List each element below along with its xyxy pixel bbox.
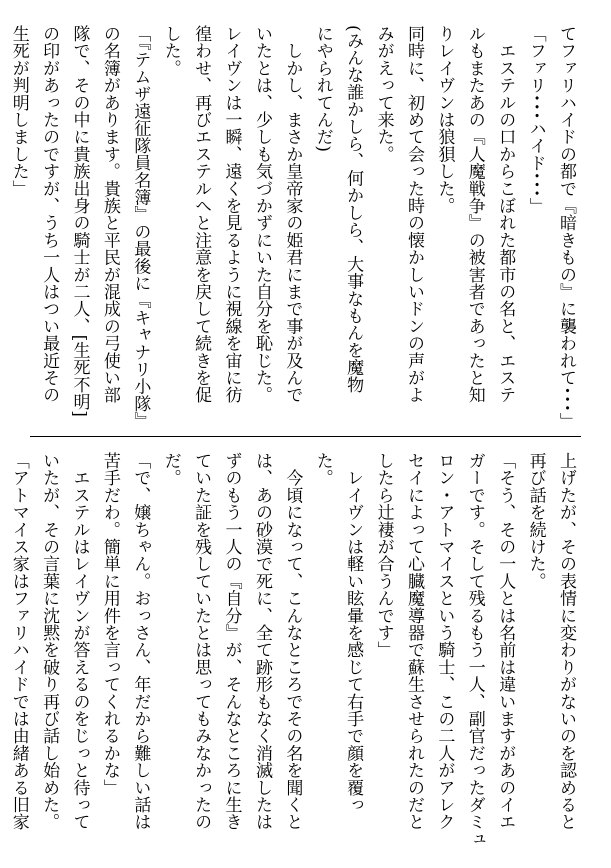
text-line: いたが、その言葉に沈黙を破り再び話し始めた。	[39, 452, 60, 831]
text-line: 再び話を続けた。	[525, 452, 546, 590]
text-line: た。	[312, 452, 333, 487]
text-line: したら辻褄が合うんです」	[373, 452, 394, 659]
text-line: レイヴンは軽い眩暈を感じて右手で顔を覆っ	[343, 452, 364, 814]
text-line: ガーです。そして残るもう一人、副官だったダミュ	[464, 452, 485, 848]
text-line: 生死が判明しました」	[8, 25, 29, 197]
text-line: 徨わせ、再びエステルへと注意を戻して続きを促	[191, 25, 212, 404]
text-line: 「アトマイス家はファリハイドでは由緒ある旧家	[8, 452, 29, 831]
section-divider	[30, 436, 581, 437]
text-line: 「ファリ･･･ハイド･･･」	[525, 25, 546, 215]
text-line	[0, 25, 3, 420]
lower-text-block	[0, 452, 581, 847]
text-line: いたとは、少しも気づかずにいた自分を恥じた。	[251, 25, 272, 404]
text-line: 「そう、その一人とは名前は違いますがあのイエ	[495, 452, 516, 831]
text-line: 同時に、初めて会った時の懐かしいドンの声がよ	[403, 25, 424, 404]
text-line: は、あの砂漠で死に、全て跡形もなく消滅したは	[251, 452, 272, 831]
text-line: の名簿があります。貴族と平民が混成の弓使い部	[99, 25, 120, 404]
text-line: 隊で、その中に貴族出身の騎士が二人、[生死不明]	[69, 25, 90, 418]
text-line: した。	[160, 25, 181, 77]
text-line: 苦手だわ。簡単に用件を言ってくれるかな」	[99, 452, 120, 796]
text-line: エステルの口からこぼれた都市の名と、エステ	[495, 25, 516, 404]
text-line: セイによって心臓魔導器で蘇生させられたのだと	[403, 452, 424, 831]
text-line: にやられてんだ)	[312, 25, 333, 153]
text-line: みがえって来た。	[373, 25, 394, 163]
text-line: ていた証を残していたとは思ってもみなかったの	[191, 452, 212, 831]
text-line: だ。	[160, 452, 181, 487]
text-line: エステルはレイヴンが答えるのをじっと待って	[69, 452, 90, 831]
text-line	[0, 452, 3, 847]
text-line: レイヴンは一瞬、遠くを見るように視線を宙に彷	[221, 25, 242, 404]
text-line: しかし、まさか皇帝家の姫君にまで事が及んで	[282, 25, 303, 404]
text-line: の印があったのですが、うち一人はつい最近その	[39, 25, 60, 404]
upper-text-block	[0, 25, 581, 430]
text-line: 「『テムザ遠征隊員名簿』の最後に『キャナリ小隊』	[130, 25, 151, 430]
text-line: 上げたが、その表情に変わりがないのを認めると	[556, 452, 576, 831]
text-line: ルもまたあの『人魔戦争』の被害者であったと知	[464, 25, 485, 404]
text-line: ずのもう一人の『自分』が、そんなところに生き	[221, 452, 242, 831]
text-line: (みんな誰かしら、何かしら、大事なもんを魔物	[343, 25, 364, 394]
text-line: りレイヴンは狼狽した。	[434, 25, 455, 215]
text-line: 今頃になって、こんなところでその名を聞くと	[282, 452, 303, 831]
text-line: ロン・アトマイスという騎士、この二人がアレク	[434, 452, 455, 831]
text-line: てファリハイドの都で『暗きもの』に襲われて･･･」	[556, 25, 576, 430]
text-line: 「で、嬢ちゃん。おっさん、年だから難しい話は	[130, 452, 151, 831]
